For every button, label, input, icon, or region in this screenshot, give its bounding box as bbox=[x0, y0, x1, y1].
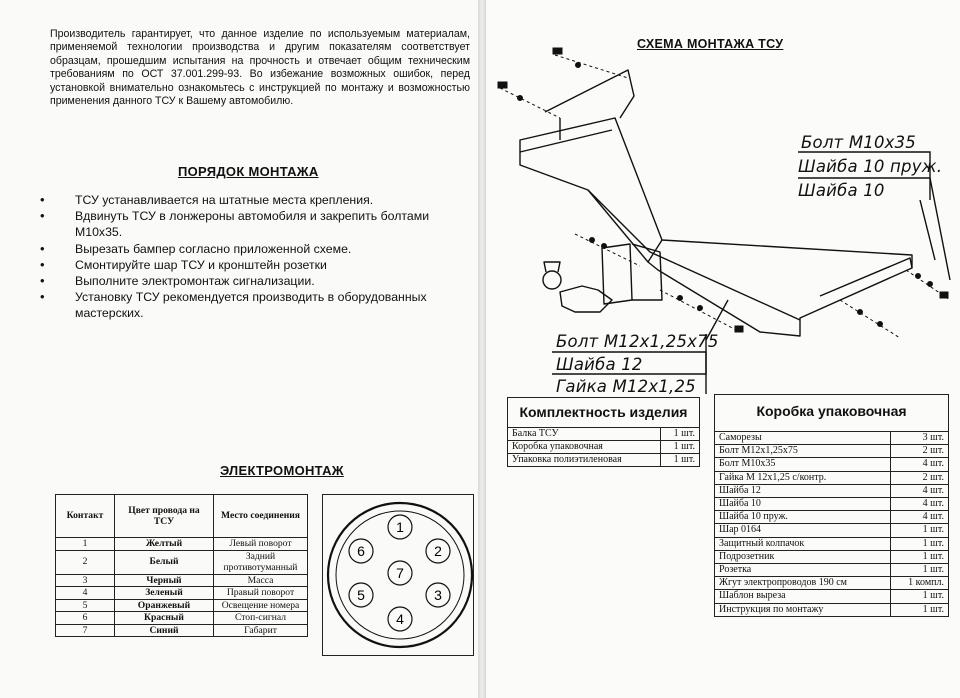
pin-number: 7 bbox=[56, 624, 115, 637]
wire-color: Белый bbox=[115, 550, 214, 574]
leader-line bbox=[930, 178, 950, 280]
table-row bbox=[56, 587, 308, 600]
table-row bbox=[715, 550, 949, 563]
item-name: Болт М12х1,25х75 bbox=[715, 445, 891, 458]
table-row bbox=[56, 574, 308, 587]
item-name: Гайка М 12х1,25 с/контр. bbox=[715, 471, 891, 484]
mounting-heading: ПОРЯДОК МОНТАЖА bbox=[178, 164, 319, 179]
table-row bbox=[715, 484, 949, 497]
table-row bbox=[715, 564, 949, 577]
kit-contents-table bbox=[507, 397, 700, 467]
leader-line bbox=[920, 200, 935, 260]
connection-point: Масса bbox=[214, 574, 308, 587]
table-row bbox=[508, 454, 700, 467]
tow-ball bbox=[543, 271, 561, 289]
wiring-table bbox=[55, 494, 308, 637]
item-qty: 2 шт. bbox=[891, 471, 949, 484]
table-row bbox=[715, 537, 949, 550]
item-name: Жгут электропроводов 190 см bbox=[715, 577, 891, 590]
pin-label: 3 bbox=[434, 587, 442, 603]
wire-color: Оранжевый bbox=[115, 599, 214, 612]
intro-paragraph bbox=[50, 28, 470, 108]
wire-color: Синий bbox=[115, 624, 214, 637]
callout-bolt-m10: Болт М10х35 bbox=[801, 133, 917, 152]
item-qty: 1 шт. bbox=[660, 454, 699, 467]
socket-bracket bbox=[602, 244, 632, 304]
table-row bbox=[715, 432, 949, 445]
item-qty: 1 компл. bbox=[891, 577, 949, 590]
bolt-axis-line bbox=[500, 88, 560, 118]
item-qty: 4 шт. bbox=[891, 511, 949, 524]
bolt-head bbox=[498, 82, 507, 88]
mounting-step: • Установку ТСУ рекомендуется производить в оборудованных мастерских. bbox=[38, 289, 470, 321]
item-name: Коробка упаковочная bbox=[508, 441, 661, 454]
callout-spring-washer-10: Шайба 10 пруж. bbox=[798, 157, 943, 176]
socket-pinout-diagram bbox=[322, 494, 474, 656]
washer bbox=[878, 322, 883, 327]
table-row bbox=[508, 428, 700, 441]
connection-point: Задний противотуманный bbox=[214, 550, 308, 574]
towbar-mounting-drawing bbox=[483, 0, 960, 400]
item-qty: 4 шт. bbox=[891, 484, 949, 497]
washer bbox=[858, 310, 863, 315]
left-bracket bbox=[545, 70, 634, 118]
table-row bbox=[715, 590, 949, 603]
bolt-head bbox=[940, 292, 948, 298]
item-name: Болт М10х35 bbox=[715, 458, 891, 471]
intro-text: Производитель гарантирует, что данное изделие по используемым материалам, применяемой технологии производства и другим показателям соответствует образцам, прошедшим испытания на прочность и отвечает общим техническим требованиям по ОСТ 37.001.299-93. Во избежание возможных ошибок, перед установкой внимательно ознакомьтесь с инструкцией по монтажу и возможностью применения данного ТСУ к Вашему автомобилю. bbox=[50, 28, 470, 108]
beam-edge bbox=[588, 190, 800, 320]
item-name: Упаковка полиэтиленовая bbox=[508, 454, 661, 467]
table-row bbox=[56, 612, 308, 625]
washer bbox=[928, 282, 933, 287]
bolt-head bbox=[553, 48, 562, 54]
socket-bracket-side bbox=[632, 244, 662, 300]
table-row bbox=[715, 471, 949, 484]
item-name: Шаблон выреза bbox=[715, 590, 891, 603]
pin-label: 4 bbox=[396, 611, 404, 627]
item-qty: 1 шт. bbox=[891, 590, 949, 603]
beam-edge bbox=[520, 130, 612, 152]
table-row bbox=[715, 603, 949, 616]
item-name: Шар 0164 bbox=[715, 524, 891, 537]
socket-pinout-svg bbox=[323, 495, 473, 655]
mounting-step: • ТСУ устанавливается на штатные места крепления. bbox=[38, 192, 470, 208]
item-qty: 4 шт. bbox=[891, 498, 949, 511]
item-qty: 1 шт. bbox=[891, 564, 949, 577]
table-row bbox=[715, 511, 949, 524]
column-header: Цвет провода на ТСУ bbox=[115, 495, 214, 538]
item-name: Шайба 10 пруж. bbox=[715, 511, 891, 524]
item-qty: 4 шт. bbox=[891, 458, 949, 471]
callout-washer-12: Шайба 12 bbox=[556, 355, 643, 374]
item-name: Подрозетник bbox=[715, 550, 891, 563]
table-row bbox=[56, 599, 308, 612]
table-row bbox=[715, 445, 949, 458]
item-qty: 1 шт. bbox=[891, 603, 949, 616]
pin-number: 4 bbox=[56, 587, 115, 600]
kit-table-title: Комплектность изделия bbox=[507, 397, 700, 427]
column-header: Место соединения bbox=[214, 495, 308, 538]
washer bbox=[698, 306, 703, 311]
item-qty: 1 шт. bbox=[660, 441, 699, 454]
wiring-table-header bbox=[56, 495, 308, 538]
connection-point: Габарит bbox=[214, 624, 308, 637]
item-name: Защитный колпачок bbox=[715, 537, 891, 550]
table-row bbox=[715, 524, 949, 537]
bolt-head bbox=[735, 326, 743, 332]
table-row bbox=[715, 458, 949, 471]
item-name: Розетка bbox=[715, 564, 891, 577]
bolt-axis-line bbox=[555, 55, 628, 78]
item-qty: 1 шт. bbox=[891, 537, 949, 550]
pin-number: 2 bbox=[56, 550, 115, 574]
table-row bbox=[508, 441, 700, 454]
connection-point: Левый поворот bbox=[214, 538, 308, 551]
table-row bbox=[56, 550, 308, 574]
mounting-step: • Выполните электромонтаж сигнализации. bbox=[38, 273, 470, 289]
callout-bolt-m12: Болт М12х1,25х75 bbox=[556, 332, 719, 351]
pin-label: 5 bbox=[357, 587, 365, 603]
washer bbox=[916, 274, 921, 279]
item-qty: 1 шт. bbox=[660, 428, 699, 441]
pin-number: 6 bbox=[56, 612, 115, 625]
wire-color: Черный bbox=[115, 574, 214, 587]
item-name: Шайба 10 bbox=[715, 498, 891, 511]
item-qty: 1 шт. bbox=[891, 524, 949, 537]
callout-nut-m12: Гайка М12х1,25 bbox=[556, 377, 696, 396]
pin-label: 7 bbox=[396, 565, 404, 581]
pin-label: 1 bbox=[396, 519, 404, 535]
wire-color: Желтый bbox=[115, 538, 214, 551]
table-row bbox=[56, 538, 308, 551]
table-row bbox=[56, 624, 308, 637]
item-name: Саморезы bbox=[715, 432, 891, 445]
washer bbox=[602, 244, 607, 249]
connection-point: Освещение номера bbox=[214, 599, 308, 612]
mounting-step: • Вырезать бампер согласно приложенной схеме. bbox=[38, 241, 470, 257]
pin-number: 5 bbox=[56, 599, 115, 612]
washer bbox=[590, 238, 595, 243]
item-name: Шайба 12 bbox=[715, 484, 891, 497]
pin-label: 2 bbox=[434, 543, 442, 559]
mounting-steps-list bbox=[38, 192, 470, 322]
wiring-heading: ЭЛЕКТРОМОНТАЖ bbox=[220, 463, 344, 478]
item-qty: 1 шт. bbox=[891, 550, 949, 563]
item-name: Балка ТСУ bbox=[508, 428, 661, 441]
table-row bbox=[715, 498, 949, 511]
pin-label: 6 bbox=[357, 543, 365, 559]
pack-table-title: Коробка упаковочная bbox=[714, 394, 949, 431]
callout-washer-10: Шайба 10 bbox=[798, 181, 885, 200]
item-qty: 2 шт. bbox=[891, 445, 949, 458]
wire-color: Зеленый bbox=[115, 587, 214, 600]
washer bbox=[678, 296, 683, 301]
pin-number: 1 bbox=[56, 538, 115, 551]
packing-box-table bbox=[714, 394, 949, 617]
connection-point: Правый поворот bbox=[214, 587, 308, 600]
washer bbox=[518, 96, 523, 101]
column-header: Контакт bbox=[56, 495, 115, 538]
connection-point: Стоп-сигнал bbox=[214, 612, 308, 625]
pin-number: 3 bbox=[56, 574, 115, 587]
bolt-axis-line bbox=[840, 300, 900, 338]
wire-color: Красный bbox=[115, 612, 214, 625]
mounting-step: • Вдвинуть ТСУ в лонжероны автомобиля и закрепить болтами М10х35. bbox=[38, 208, 470, 240]
item-name: Инструкция по монтажу bbox=[715, 603, 891, 616]
item-qty: 3 шт. bbox=[891, 432, 949, 445]
diagram-title: СХЕМА МОНТАЖА ТСУ bbox=[637, 37, 784, 51]
right-bracket bbox=[820, 258, 912, 296]
mounting-step: • Смонтируйте шар ТСУ и кронштейн розетки bbox=[38, 257, 470, 273]
table-row bbox=[715, 577, 949, 590]
washer bbox=[576, 63, 581, 68]
